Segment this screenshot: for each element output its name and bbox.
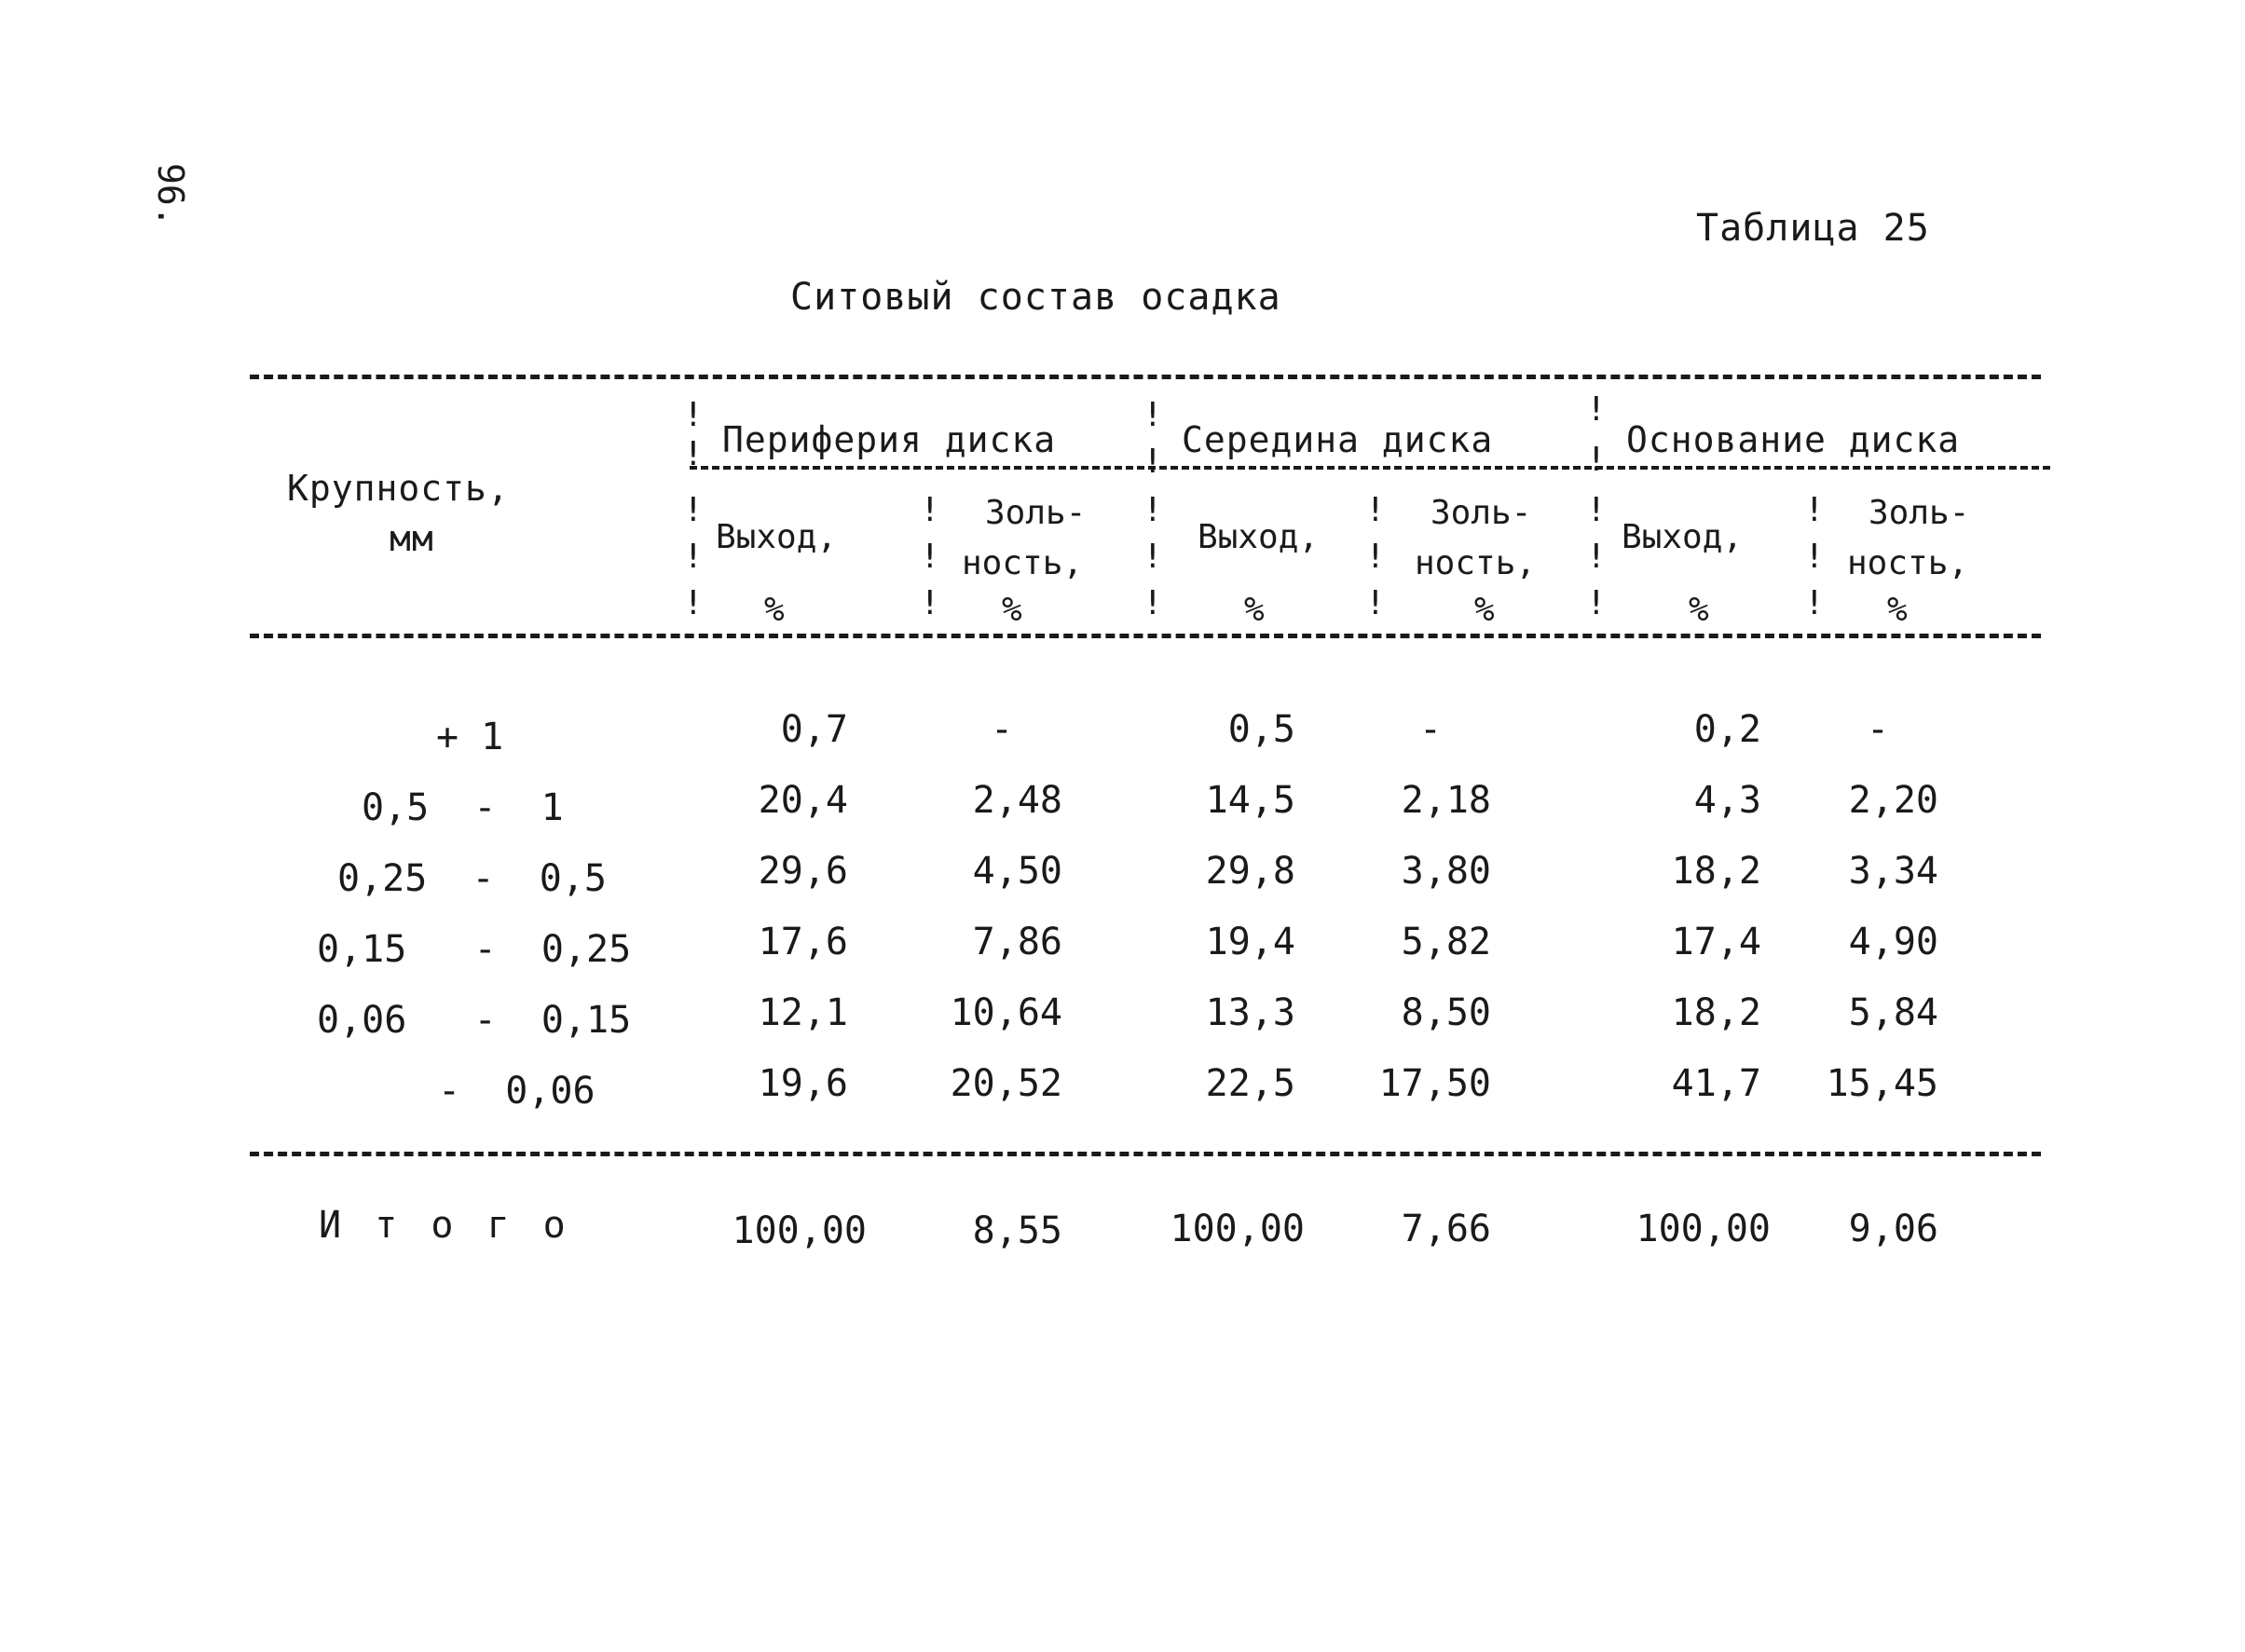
subheader-separator: ! [1143,584,1163,622]
middle-yield-cell: 19,4 [1205,921,1295,963]
periphery-yield-cell: 0,7 [780,708,848,751]
periphery-ash-cell: 2,48 [972,779,1062,822]
periphery-ash-cell: 7,86 [972,921,1062,963]
subheader-separator: ! [683,491,704,529]
ash-unit: % [1887,591,1908,629]
periphery-ash-cell: 20,52 [950,1062,1062,1105]
subheader-separator: ! [1365,584,1386,622]
base-ash-cell: 5,84 [1848,991,1938,1034]
subheader-separator: ! [920,538,940,576]
size-cell: 0,06 - 0,15 [317,999,632,1042]
base-yield-cell: 0,2 [1693,708,1761,751]
subheader-separator: ! [1143,538,1163,576]
header-separator: ! [1143,396,1163,434]
group-header-rule [690,466,2050,470]
size-header-line2: мм [390,518,434,559]
periphery-yield-cell: 20,4 [758,779,848,822]
subheader-separator: ! [920,584,940,622]
middle-ash-cell: 17,50 [1378,1062,1491,1105]
periphery-yield-cell: 19,6 [758,1062,848,1105]
base-ash-cell: - [1866,708,1890,751]
group-header-base: Основание диска [1626,419,1961,460]
middle-yield-cell: 22,5 [1205,1062,1295,1105]
base-ash-cell: 15,45 [1826,1062,1938,1105]
page-number: 96. [150,163,191,227]
ash-header-line1: Золь- [1431,494,1532,532]
subheader-separator: ! [683,538,704,576]
table-title: Ситовый состав осадка [790,276,1281,319]
size-cell: + 1 [436,716,504,758]
header-separator: ! [1586,390,1607,429]
size-header-line1: Крупность, [287,468,510,509]
ash-header-line2: ность, [1415,544,1537,582]
yield-header: Выход, [1622,518,1744,556]
periphery-ash-cell: 4,50 [972,850,1062,893]
base-yield-cell: 18,2 [1671,991,1761,1034]
middle-ash-cell: 3,80 [1401,850,1491,893]
subheader-separator: ! [1586,491,1607,529]
ash-unit: % [1002,591,1022,629]
total-base-yield: 100,00 [1636,1208,1771,1250]
base-ash-cell: 4,90 [1848,921,1938,963]
header-separator: ! [1143,443,1163,481]
base-yield-cell: 4,3 [1693,779,1761,822]
subheader-separator: ! [1804,491,1825,529]
size-cell: 0,25 - 0,5 [337,857,607,900]
total-base-ash: 9,06 [1848,1208,1938,1250]
ash-unit: % [1474,591,1495,629]
periphery-yield-cell: 17,6 [758,921,848,963]
ash-header-line1: Золь- [985,494,1087,532]
middle-yield-cell: 14,5 [1205,779,1295,822]
subheader-separator: ! [1365,491,1386,529]
ash-header-line2: ность, [1847,544,1969,582]
total-label: И т о г о [319,1204,571,1247]
subheader-separator: ! [1586,538,1607,576]
total-periphery-yield: 100,00 [732,1209,867,1252]
header-separator: ! [683,435,704,473]
total-periphery-ash: 8,55 [972,1209,1062,1252]
subheader-separator: ! [1804,584,1825,622]
base-ash-cell: 2,20 [1848,779,1938,822]
yield-header: Выход, [716,518,838,556]
size-cell: - 0,06 [438,1070,595,1113]
ash-header-line1: Золь- [1869,494,1970,532]
subheader-separator: ! [1143,491,1163,529]
middle-yield-cell: 13,3 [1205,991,1295,1034]
total-middle-yield: 100,00 [1170,1208,1305,1250]
subheader-separator: ! [683,584,704,622]
middle-ash-cell: - [1418,708,1443,751]
middle-yield-cell: 29,8 [1205,850,1295,893]
group-header-middle: Середина диска [1182,419,1494,460]
header-bottom-rule [250,634,2041,638]
base-ash-cell: 3,34 [1848,850,1938,893]
total-rule [250,1152,2041,1156]
header-separator: ! [683,396,704,434]
size-cell: 0,15 - 0,25 [317,928,632,971]
group-header-periphery: Периферия диска [722,419,1057,460]
yield-unit: % [1244,591,1265,629]
total-middle-ash: 7,66 [1401,1208,1491,1250]
subheader-separator: ! [1586,584,1607,622]
middle-ash-cell: 5,82 [1401,921,1491,963]
subheader-separator: ! [1804,538,1825,576]
subheader-separator: ! [920,491,940,529]
middle-yield-cell: 0,5 [1227,708,1295,751]
middle-ash-cell: 8,50 [1401,991,1491,1034]
base-yield-cell: 17,4 [1671,921,1761,963]
base-yield-cell: 18,2 [1671,850,1761,893]
table-top-rule [250,375,2041,379]
header-separator: ! [1586,441,1607,479]
periphery-ash-cell: 10,64 [950,991,1062,1034]
base-yield-cell: 41,7 [1671,1062,1761,1105]
periphery-ash-cell: - [990,708,1014,751]
size-cell: 0,5 - 1 [362,786,564,829]
yield-unit: % [1689,591,1709,629]
yield-header: Выход, [1198,518,1320,556]
table-label: Таблица 25 [1696,207,1930,250]
subheader-separator: ! [1365,538,1386,576]
yield-unit: % [764,591,785,629]
periphery-yield-cell: 29,6 [758,850,848,893]
periphery-yield-cell: 12,1 [758,991,848,1034]
ash-header-line2: ность, [962,544,1084,582]
middle-ash-cell: 2,18 [1401,779,1491,822]
